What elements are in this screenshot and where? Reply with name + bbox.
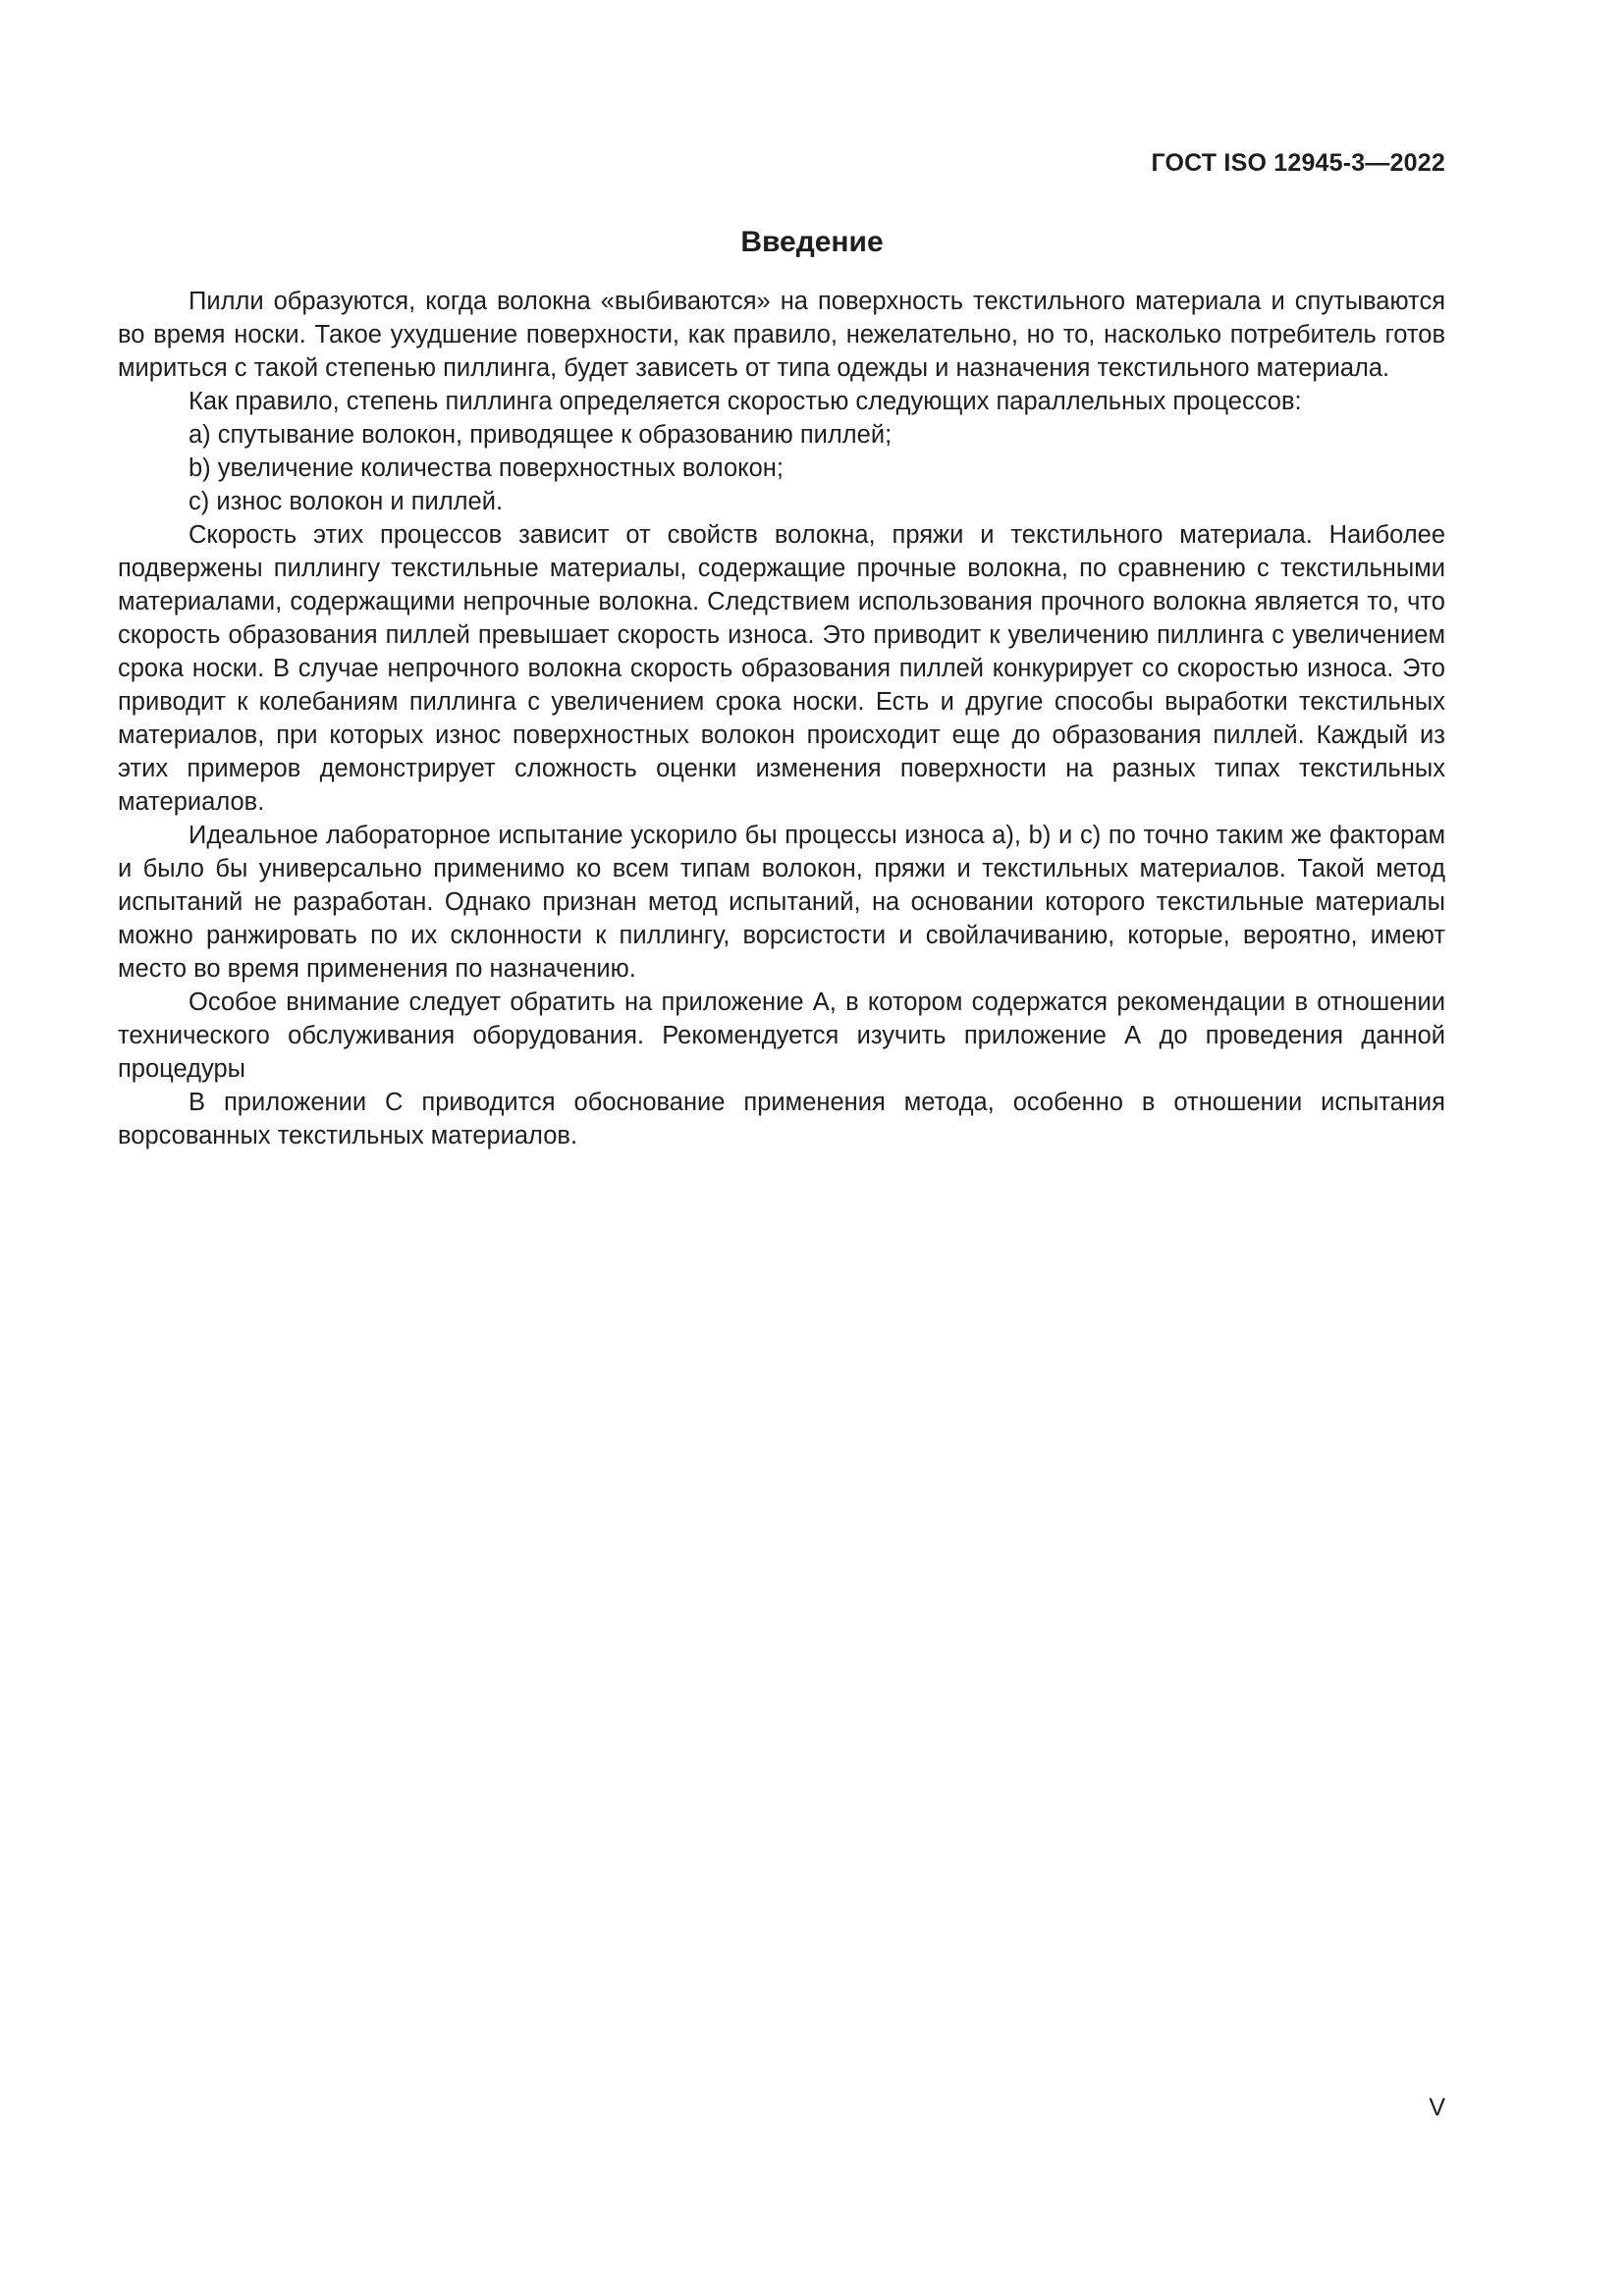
paragraph: Как правило, степень пиллинга определяется скоростью следующих параллельных процессов: bbox=[189, 388, 1302, 415]
body-text bbox=[118, 285, 1445, 1152]
list-item: c) износ волокон и пиллей. bbox=[189, 488, 504, 515]
paragraph: Идеальное лабораторное испытание ускорило бы процессы износа а), b) и с) по точно таким же факторам и было бы универсально применимо ко всем типам волокон, пряжи и текстильных материалов. Такой метод испытаний не разработан. Однако признан метод испытаний, на основании которого текстильные материалы можно ранжировать по их склонности к пиллингу, ворсистости и свойлачиванию, которые, вероятно, имеют место во время применения по назначению. bbox=[118, 822, 1445, 983]
document-code: ГОСТ ISO 12945-3—2022 bbox=[1151, 149, 1445, 177]
list-item: b) увеличение количества поверхностных волокон; bbox=[189, 454, 784, 482]
paragraph: Особое внимание следует обратить на приложение А, в котором содержатся рекомендации в отношении технического обслуживания оборудования. Рекомендуется изучить приложение А до проведения данной процедуры bbox=[118, 988, 1445, 1083]
paragraph: Пилли образуются, когда волокна «выбиваются» на поверхность текстильного материала и спутываются во время носки. Такое ухудшение поверхности, как правило, нежелательно, но то, насколько потребитель готов мириться с такой степенью пиллинга, будет зависеть от типа одежды и назначения текстильного материала. bbox=[118, 288, 1445, 382]
section-title: Введение bbox=[740, 226, 884, 258]
paragraph: Скорость этих процессов зависит от свойств волокна, пряжи и текстильного материала. Наиболее подвержены пиллингу текстильные материалы, содержащие прочные волокна, по сравнению с текстильными материалами, содержащими непрочные волокна. Следствием использования прочного волокна является то, что скорость образования пиллей превышает скорость износа. Это приводит к увеличению пиллинга с увеличением срока носки. В случае непрочного волокна скорость образования пиллей конкурирует со скоростью износа. Это приводит к колебаниям пиллинга с увеличением срока носки. Есть и другие способы выработки текстильных материалов, при которых износ поверхностных волокон происходит еще до образования пиллей. Каждый из этих примеров демонстрирует сложность оценки изменения поверхности на разных типах текстильных материалов. bbox=[118, 521, 1445, 816]
page-number: V bbox=[1429, 2094, 1445, 2121]
paragraph: В приложении С приводится обоснование применения метода, особенно в отношении испытания ворсованных текстильных материалов. bbox=[118, 1089, 1445, 1149]
list-item: a) спутывание волокон, приводящее к образованию пиллей; bbox=[189, 421, 893, 449]
